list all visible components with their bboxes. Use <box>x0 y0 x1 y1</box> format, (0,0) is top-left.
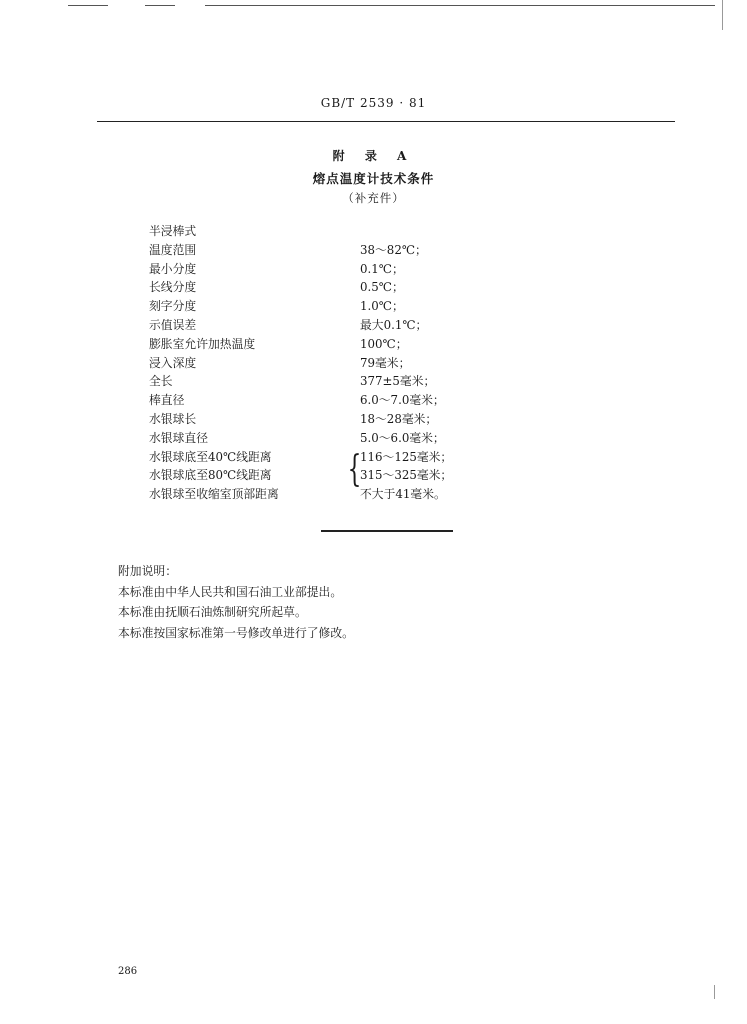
section-end-divider <box>321 530 453 532</box>
spec-value: 315～325毫米； <box>360 468 453 483</box>
spec-row <box>149 391 469 410</box>
spec-label: 最小分度 <box>149 261 197 276</box>
spec-row <box>149 260 469 279</box>
spec-value: 不大于41毫米。 <box>360 487 446 502</box>
spec-value: 38～82℃； <box>360 242 427 257</box>
spec-row <box>149 485 469 504</box>
top-edge-mark <box>68 5 108 6</box>
spec-value: 最大0.1℃； <box>360 317 428 332</box>
right-edge-mark <box>714 985 715 999</box>
spec-row <box>149 354 469 373</box>
spec-value: 100℃； <box>360 336 408 351</box>
spec-label: 浸入深度 <box>149 355 197 370</box>
spec-table <box>149 222 469 504</box>
appendix-subtitle: （补充件） <box>342 191 405 205</box>
spec-label: 半浸棒式 <box>149 224 197 238</box>
spec-label: 膨胀室允许加热温度 <box>149 336 256 351</box>
spec-value: 116～125毫米； <box>360 449 453 464</box>
spec-row <box>149 316 469 335</box>
spec-label: 全长 <box>149 374 173 389</box>
note-line: 本标准按国家标准第一号修改单进行了修改。 <box>118 625 354 640</box>
note-line: 本标准由抚顺石油炼制研究所起草。 <box>118 605 307 619</box>
spec-value: 0.5℃； <box>360 280 404 295</box>
notes-heading: 附加说明： <box>118 564 177 578</box>
spec-label: 棒直径 <box>149 393 185 408</box>
appendix-title-block <box>0 147 747 206</box>
spec-label: 水银球至收缩室顶部距离 <box>149 487 279 502</box>
appendix-title: 熔点温度计技术条件 <box>312 171 435 186</box>
spec-label: 刻字分度 <box>149 299 197 314</box>
spec-row <box>149 448 469 467</box>
appendix-label: 附 录 A <box>332 149 415 163</box>
spec-label: 水银球长 <box>149 411 197 426</box>
spec-label: 示值误差 <box>149 317 197 332</box>
spec-row <box>149 466 469 485</box>
top-edge-mark <box>145 5 175 6</box>
spec-label: 水银球底至40℃线距离 <box>149 449 272 464</box>
spec-value: 377±5毫米； <box>360 374 436 389</box>
spec-value: 79毫米； <box>360 355 411 370</box>
spec-row <box>149 410 469 429</box>
grouping-brace-icon: { <box>347 449 362 490</box>
spec-value: 6.0～7.0毫米； <box>360 393 445 408</box>
spec-row <box>149 278 469 297</box>
right-edge-mark <box>722 0 723 30</box>
header-divider <box>97 121 675 122</box>
spec-value: 18～28毫米； <box>360 411 438 426</box>
top-edge-mark <box>205 5 715 6</box>
page-number: 286 <box>118 966 138 977</box>
spec-row <box>149 372 469 391</box>
spec-row <box>149 335 469 354</box>
spec-label: 水银球底至80℃线距离 <box>149 468 272 483</box>
spec-label: 长线分度 <box>149 280 197 295</box>
note-line: 本标准由中华人民共和国石油工业部提出。 <box>118 584 343 599</box>
spec-label: 温度范围 <box>149 242 197 257</box>
spec-row <box>149 222 469 241</box>
standard-code: GB/T 2539 · 81 <box>320 96 427 110</box>
spec-row <box>149 429 469 448</box>
spec-row <box>149 241 469 260</box>
additional-notes <box>118 561 354 643</box>
spec-value: 5.0～6.0毫米； <box>360 430 445 445</box>
spec-row <box>149 297 469 316</box>
spec-label: 水银球直径 <box>149 430 208 445</box>
spec-value: 1.0℃； <box>360 299 404 314</box>
spec-value: 0.1℃； <box>360 261 404 276</box>
